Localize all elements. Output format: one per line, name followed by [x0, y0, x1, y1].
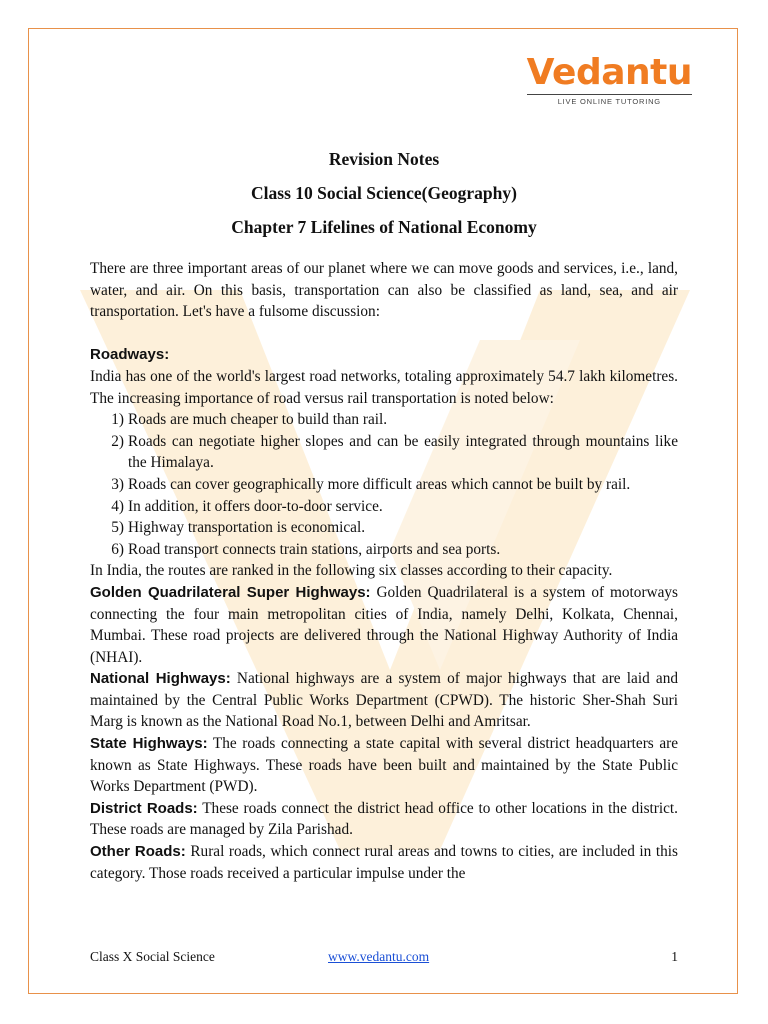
title-chapter: Chapter 7 Lifelines of National Economy — [231, 217, 537, 237]
road-class-text: Golden Quadrilateral is a system of motorways connecting the four main metropolitan cities of India, namely Delhi, Kolkata, Chennai, Mumbai. These road projects are delivered through the National Highway Authority of India (NHAI). — [90, 583, 678, 666]
list-text: Roads are much cheaper to build than rail. — [128, 411, 388, 429]
list-number: 1) — [111, 411, 124, 429]
road-class-lead: District Roads: — [90, 799, 198, 817]
list-text: Roads can negotiate higher slopes and can be easily integrated through mountains like the Himalaya. — [128, 432, 678, 472]
vedantu-logo — [527, 54, 692, 106]
list-item — [111, 431, 678, 474]
road-class-lead: National Highways: — [90, 670, 231, 688]
list-item — [111, 496, 678, 518]
road-class-state-highways — [90, 733, 678, 798]
list-item — [111, 539, 678, 561]
roadways-heading: Roadways: — [90, 346, 170, 364]
footer-subject: Class X Social Science — [90, 949, 215, 964]
road-class-lead: Golden Quadrilateral Super Highways: — [90, 583, 371, 601]
logo-tagline: LIVE ONLINE TUTORING — [527, 94, 692, 106]
roadways-paragraph: India has one of the world's largest road networks, totaling approximately 54.7 lakh kilometres. The increasing importance of road versus rail transportation is noted below: — [90, 367, 678, 407]
list-item — [111, 474, 678, 496]
list-item — [111, 517, 678, 539]
road-class-lead: Other Roads: — [90, 843, 186, 861]
list-number: 2) — [111, 432, 124, 450]
list-item — [111, 409, 678, 431]
roadways-points-list — [90, 409, 678, 560]
intro-paragraph: There are three important areas of our planet where we can move goods and services, i.e., land, water, and air. On this basis, transportation can also be classified as land, sea, and air transportation. Let's have a fulsome discussion: — [90, 260, 678, 321]
title-revision-notes: Revision Notes — [328, 149, 440, 169]
road-class-national-highways — [90, 668, 678, 733]
road-class-text: National highways are a system of major highways that are laid and maintained by the Central Public Works Department (CPWD). The historic Sher-Shah Suri Marg is known as the National Road No.1, between Delhi and Amritsar. — [90, 670, 679, 731]
list-text: Roads can cover geographically more difficult areas which cannot be built by rail. — [128, 475, 631, 493]
road-classes-intro: In India, the routes are ranked in the following six classes according to their capacity. — [90, 562, 613, 580]
road-class-text: The roads connecting a state capital with several district headquarters are known as State Highways. These roads have been built and maintained by the State Public Works Department (PWD). — [90, 735, 678, 796]
title-class-subject: Class 10 Social Science(Geography) — [251, 183, 517, 203]
list-text: Highway transportation is economical. — [128, 519, 366, 537]
document-titles — [0, 142, 768, 244]
road-class-golden-quadrilateral — [90, 582, 678, 668]
road-class-text: These roads connect the district head office to other locations in the district. These roads are managed by Zila Parishad. — [90, 799, 678, 839]
list-number: 6) — [111, 540, 124, 558]
logo-wordmark: Vedantu — [526, 52, 692, 93]
road-class-district-roads — [90, 798, 678, 841]
road-class-lead: State Highways: — [90, 735, 208, 753]
list-number: 4) — [111, 497, 124, 515]
list-number: 3) — [111, 475, 124, 493]
list-text: In addition, it offers door-to-door service. — [128, 497, 383, 515]
document-body — [90, 258, 678, 884]
road-class-text: Rural roads, which connect rural areas and towns to cities, are included in this category. Those roads received a particular impulse under the — [90, 843, 678, 882]
footer-website-link[interactable]: www.vedantu.com — [328, 949, 430, 964]
list-number: 5) — [111, 519, 124, 537]
list-text: Road transport connects train stations, airports and sea ports. — [128, 540, 501, 558]
footer-page-number: 1 — [671, 949, 678, 964]
road-class-other-roads — [90, 841, 678, 884]
